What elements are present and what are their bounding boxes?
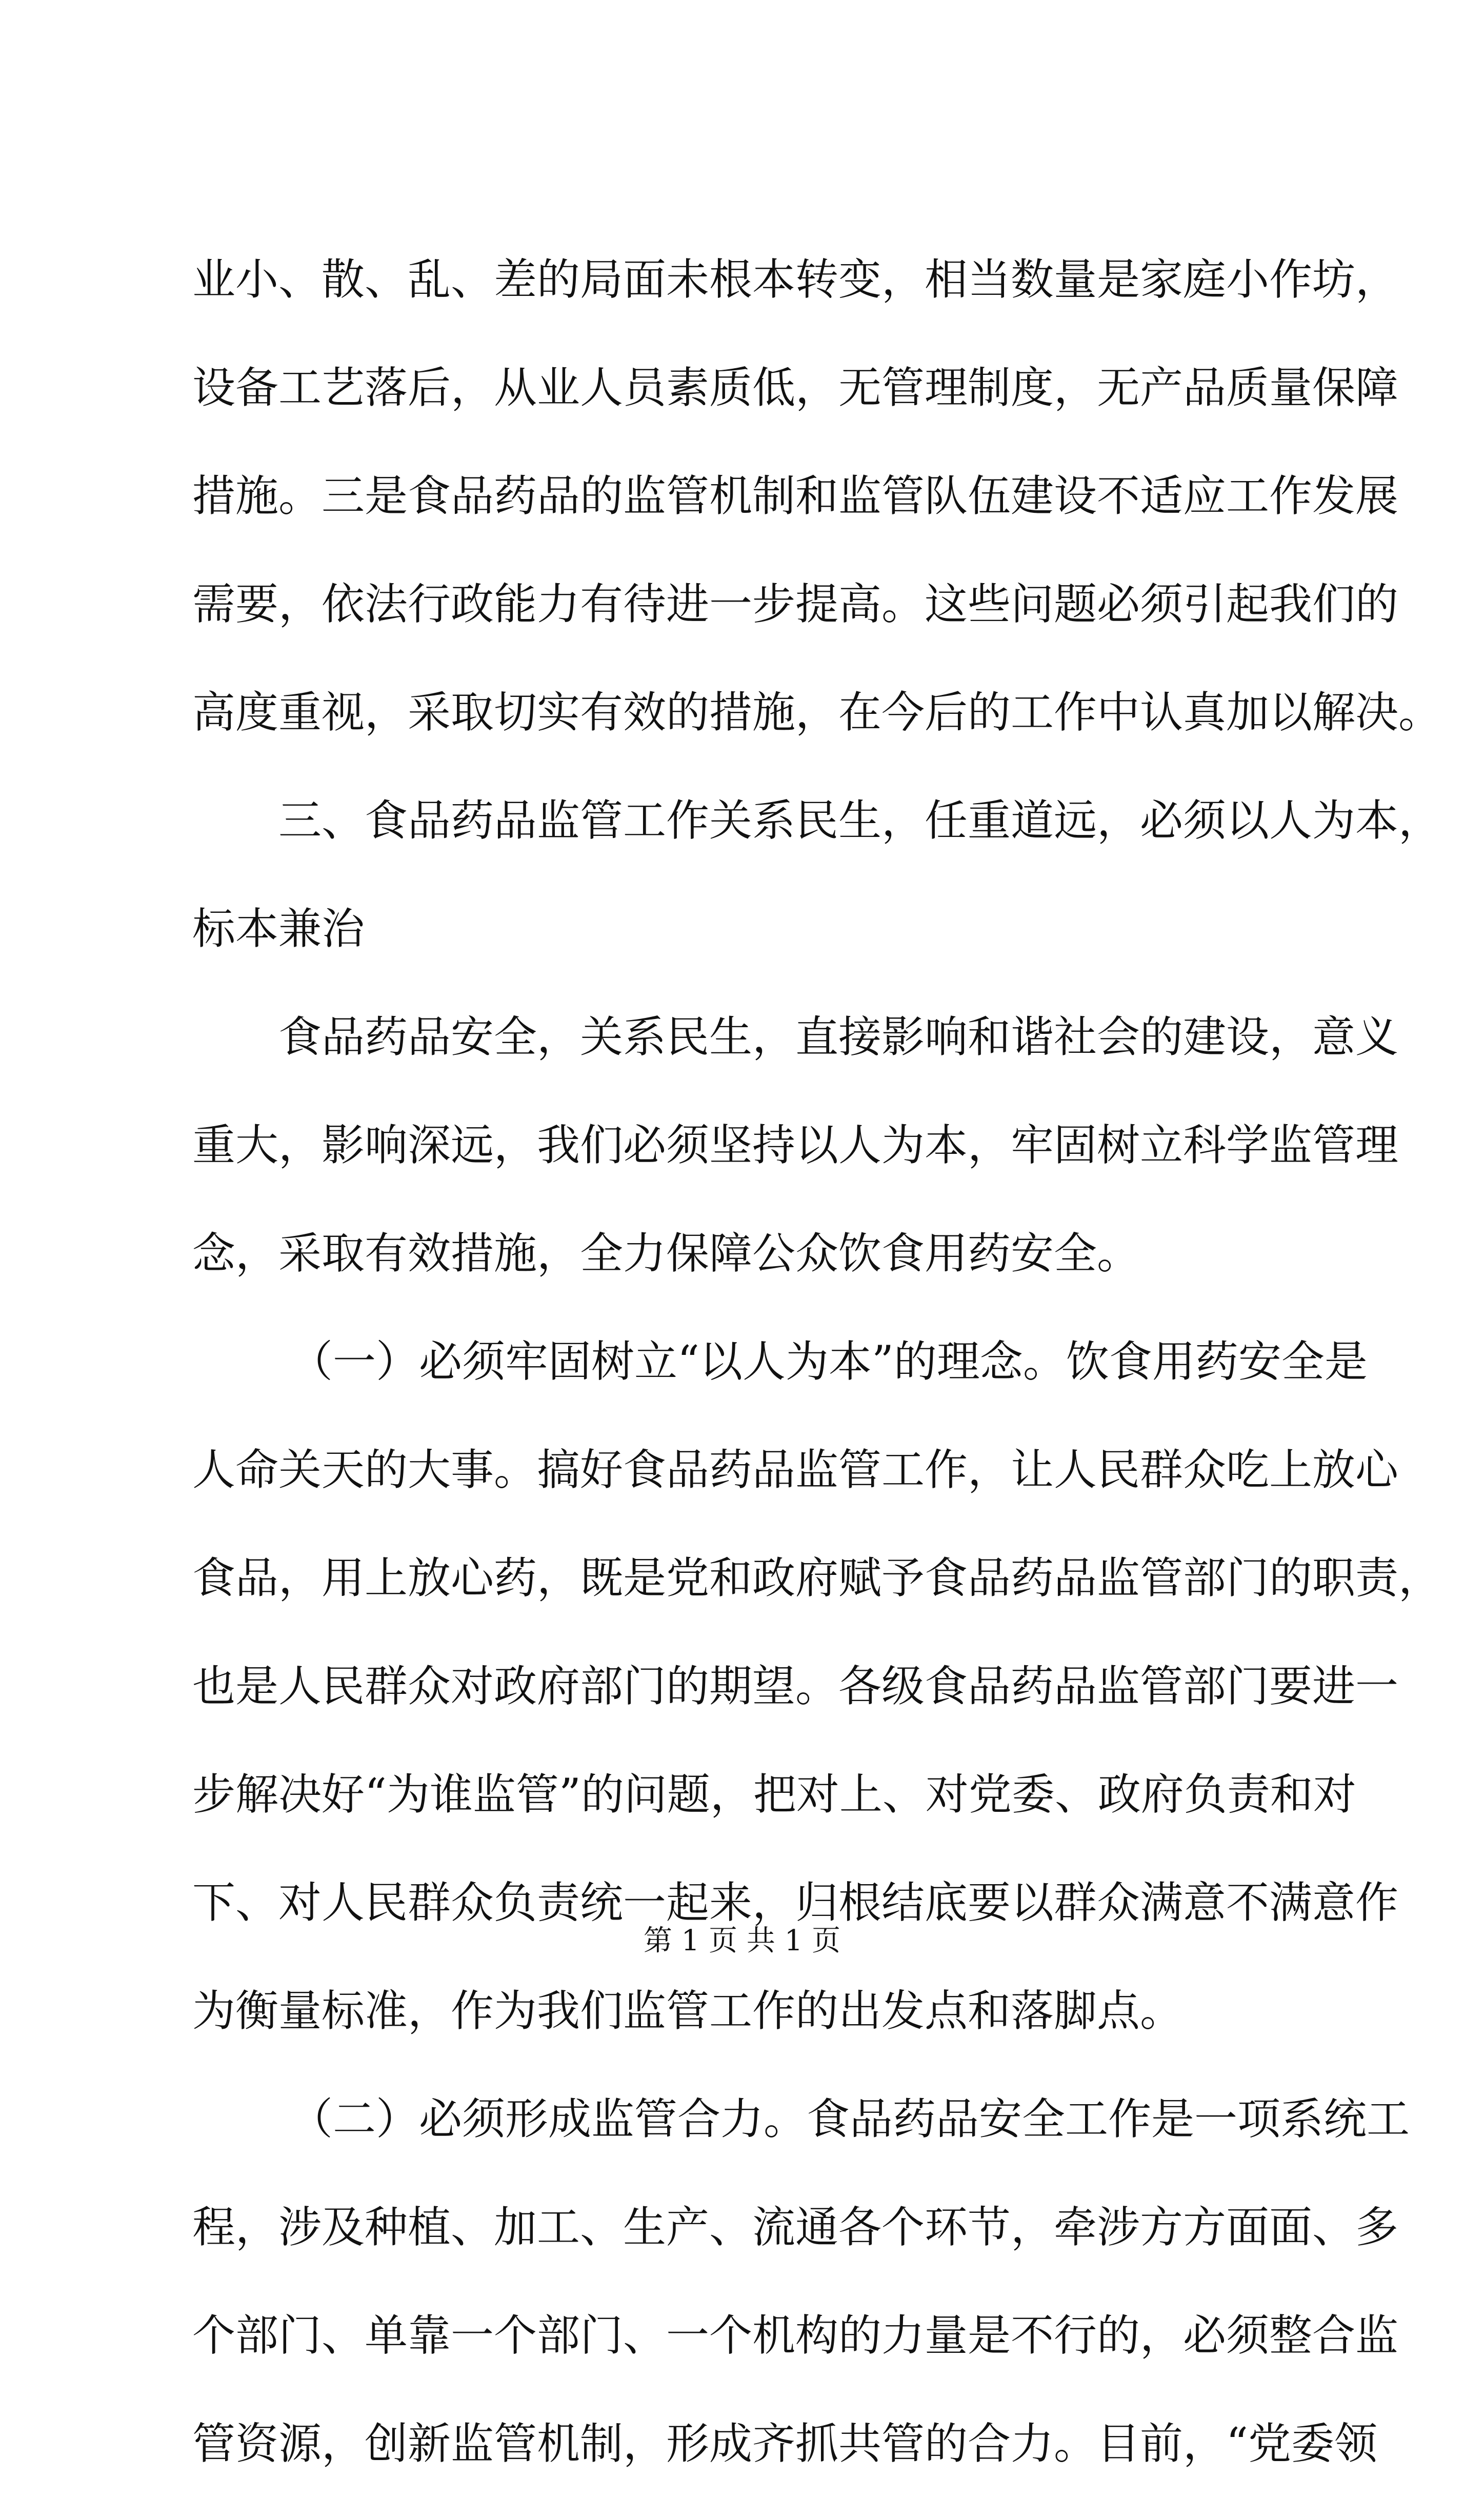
text-line: 念，采取有效措施，全力保障公众饮食用药安全。: [192, 1228, 1140, 1278]
text-line: 人命关天的大事。搞好食品药品监管工作，让人民群众吃上放心: [192, 1445, 1399, 1495]
text-line: 下、对人民群众负责统一起来，归根结底要以群众满意不满意作: [192, 1877, 1399, 1928]
section-heading-line: 三、食品药品监管工作关系民生，任重道远，必须以人为本，: [278, 795, 1442, 846]
text-line: 程，涉及种植、加工、生产、流通各个环节，牵涉方方面面、多: [192, 2202, 1399, 2252]
subsection-line: （一）必须牢固树立“以人为本”的理念。饮食用药安全是: [290, 1336, 1368, 1387]
text-line: 个部门、单靠一个部门、一个机构的力量是不行的，必须整合监: [192, 2310, 1399, 2361]
section-heading-line: 标本兼治: [192, 904, 365, 954]
text-line: 重大，影响深远，我们必须坚持以人为本，牢固树立科学监管理: [192, 1120, 1399, 1170]
text-line: 管资源，创新监管机制，形成齐抓共管的合力。目前，“党委领: [192, 2419, 1377, 2469]
text-line: 设备工艺落后，从业人员素质低，无管理制度，无产品质量保障: [192, 363, 1399, 413]
text-line: 业小、散、乱、差的局面未根本转变，相当数量是家庭小作坊，: [192, 254, 1399, 305]
text-line: 食品，用上放心药，既是党和政府赋予食品药品监管部门的职责，: [192, 1553, 1442, 1603]
text-line: 食品药品安全，关系民生，直接影响和谐社会的建设，意义: [278, 1012, 1399, 1062]
text-line: 也是人民群众对政府部门的期望。各级食品药品监管部门要进一: [192, 1661, 1399, 1711]
subsection-line: （二）必须形成监管合力。食品药品安全工作是一项系统工: [290, 2094, 1410, 2144]
document-body: [192, 226, 1442, 2498]
text-line: 步解决好“为谁监管”的问题，把对上、对党委、政府负责和对: [192, 1769, 1356, 1820]
text-line: 为衡量标准，作为我们监管工作的出发点和落脚点。: [192, 1986, 1184, 2036]
text-line: 高度重视，采取切实有效的措施，在今后的工作中认真加以解决。: [192, 687, 1442, 737]
text-line: 措施。三是食品药品的监管机制和监管队伍建设不适应工作发展: [192, 471, 1399, 521]
page-number-footer: 第 1 页 共 1 页: [643, 1924, 841, 1957]
text-line: 需要，依法行政能力有待进一步提高。这些问题必须引起我们的: [192, 579, 1399, 629]
